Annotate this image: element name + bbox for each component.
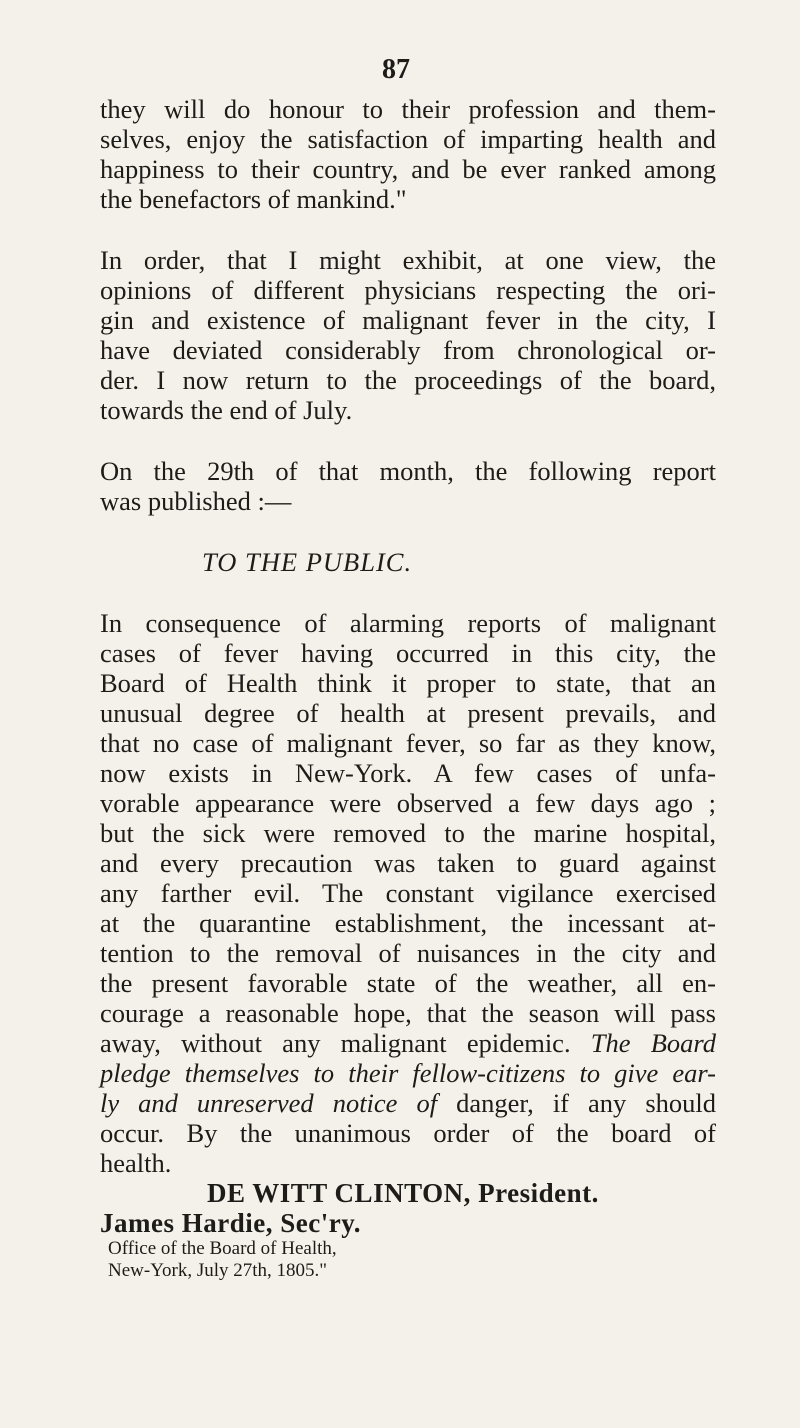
text-run: danger, if any should	[437, 1088, 716, 1118]
office-dateline	[100, 1238, 716, 1282]
signature-president: DE WITT CLINTON, President.	[207, 1178, 599, 1208]
text-line: they will do honour to their profession and them-	[100, 94, 716, 124]
text-line: Board of Health think it proper to state, that an	[100, 668, 716, 698]
text-line: cases of fever having occurred in this city, the	[100, 638, 716, 668]
text-line: selves, enjoy the satisfaction of imparting health and	[100, 124, 716, 154]
text-line: have deviated considerably from chronological or-	[100, 335, 716, 365]
text-line: at the quarantine establishment, the incessant at-	[100, 908, 716, 938]
text-line: unusual degree of health at present prevails, and	[100, 698, 716, 728]
text-line	[100, 1088, 716, 1118]
text-line: the present favorable state of the weather, all en-	[100, 968, 716, 998]
text-line: now exists in New-York. A few cases of unfa-	[100, 758, 716, 788]
text-line: occur. By the unanimous order of the board of	[100, 1118, 716, 1148]
text-line: but the sick were removed to the marine hospital,	[100, 818, 716, 848]
text-line: towards the end of July.	[100, 395, 353, 425]
paragraph-report	[100, 456, 716, 516]
text-line: any farther evil. The constant vigilance exercised	[100, 878, 716, 908]
paragraph-quote-end	[100, 94, 716, 214]
text-line: and every precaution was taken to guard against	[100, 848, 716, 878]
text-run-italic: The Board	[590, 1028, 716, 1058]
text-line: health.	[100, 1148, 172, 1178]
notice-body	[100, 608, 716, 1178]
text-run-italic: ly and unreserved notice	[100, 1088, 417, 1118]
text-line	[100, 1058, 716, 1088]
office-line: Office of the Board of Health,	[108, 1238, 337, 1259]
office-date: New-York, July 27th, 1805."	[108, 1260, 328, 1281]
text-line: vorable appearance were observed a few days ago ;	[100, 788, 716, 818]
text-run-italic: pledge themselves to their fellow-citizens to give ear-	[100, 1058, 716, 1088]
notice-heading: TO THE PUBLIC.	[202, 547, 413, 577]
page-number: 87	[382, 54, 410, 85]
text-line: was published :—	[100, 486, 292, 516]
text-line: gin and existence of malignant fever in the city, I	[100, 305, 716, 335]
text-line: In consequence of alarming reports of malignant	[100, 608, 716, 638]
text-run-italic: of	[416, 1088, 438, 1118]
text-line	[100, 1028, 716, 1058]
signature-secretary: James Hardie, Sec'ry.	[100, 1208, 361, 1238]
text-line: courage a reasonable hope, that the season will pass	[100, 998, 716, 1028]
text-run: away, without any malignant epidemic.	[100, 1028, 591, 1058]
text-line: happiness to their country, and be ever ranked among	[100, 154, 716, 184]
page-text	[100, 94, 716, 1282]
text-line: der. I now return to the proceedings of the board,	[100, 365, 716, 395]
text-line: tention to the removal of nuisances in the city and	[100, 938, 716, 968]
text-line: that no case of malignant fever, so far as they know,	[100, 728, 716, 758]
text-line: In order, that I might exhibit, at one view, the	[100, 245, 716, 275]
text-line: On the 29th of that month, the following report	[100, 456, 716, 486]
text-line: the benefactors of mankind."	[100, 184, 407, 214]
text-line: opinions of different physicians respecting the ori-	[100, 275, 716, 305]
paragraph-order	[100, 245, 716, 425]
